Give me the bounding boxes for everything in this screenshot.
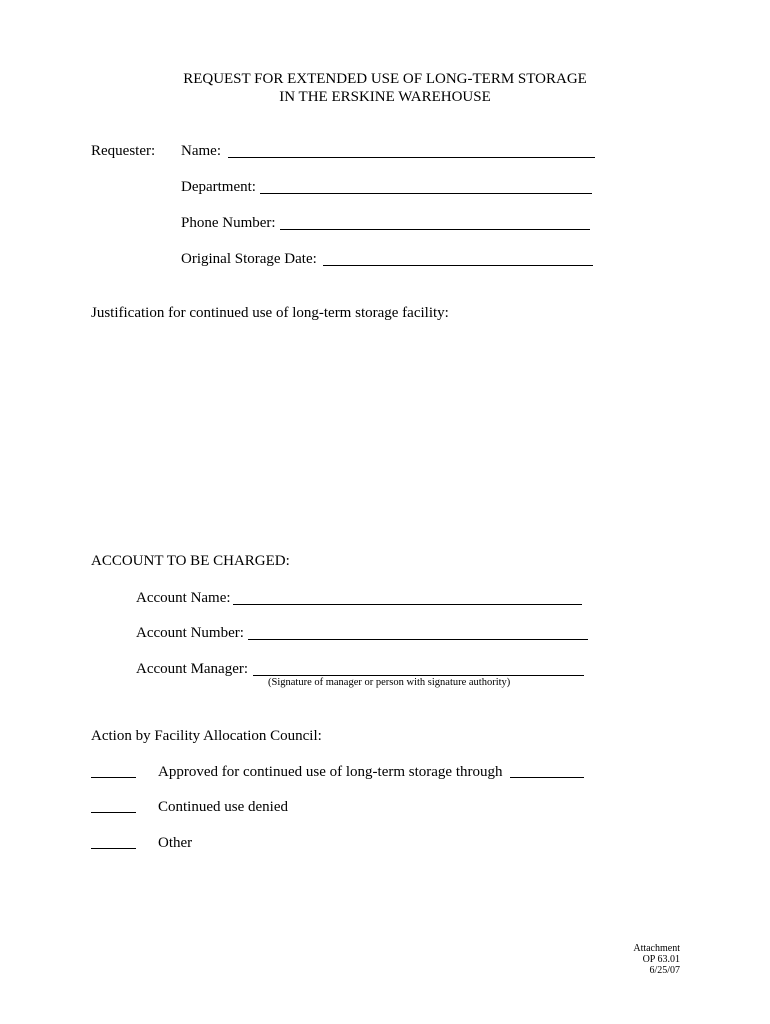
department-field-line[interactable] (260, 193, 592, 194)
footer-op-number: OP 63.01 (642, 954, 680, 965)
signature-note: (Signature of manager or person with signature authority) (268, 677, 511, 688)
original-storage-date-label: Original Storage Date: (181, 251, 317, 267)
approved-option-label: Approved for continued use of long-term storage through (158, 764, 503, 780)
justification-label: Justification for continued use of long-term storage facility: (91, 305, 449, 321)
footer-attachment: Attachment (633, 943, 680, 954)
requester-label: Requester: (91, 143, 156, 159)
account-manager-signature-line[interactable] (253, 675, 584, 676)
phone-number-label: Phone Number: (181, 215, 276, 231)
other-option-label: Other (158, 835, 193, 851)
footer-date: 6/25/07 (649, 965, 680, 976)
account-number-label: Account Number: (136, 625, 244, 641)
form-title-line-2: IN THE ERSKINE WAREHOUSE (279, 89, 491, 105)
name-field-line[interactable] (228, 157, 595, 158)
approved-check-line[interactable] (91, 777, 136, 778)
account-name-field-line[interactable] (233, 604, 582, 605)
denied-check-line[interactable] (91, 812, 136, 813)
denied-option-label: Continued use denied (158, 799, 288, 815)
account-number-field-line[interactable] (248, 639, 588, 640)
account-manager-label: Account Manager: (136, 661, 249, 677)
action-heading: Action by Facility Allocation Council: (91, 728, 322, 744)
department-label: Department: (181, 179, 256, 195)
phone-number-field-line[interactable] (280, 229, 590, 230)
account-name-label: Account Name: (136, 590, 231, 606)
approved-through-date-line[interactable] (510, 777, 584, 778)
form-title-line-1: REQUEST FOR EXTENDED USE OF LONG-TERM STORAGE (183, 71, 587, 87)
other-check-line[interactable] (91, 848, 136, 849)
account-heading: ACCOUNT TO BE CHARGED: (91, 553, 290, 569)
justification-area[interactable] (91, 325, 681, 545)
original-storage-date-field-line[interactable] (323, 265, 593, 266)
name-label: Name: (181, 143, 221, 159)
